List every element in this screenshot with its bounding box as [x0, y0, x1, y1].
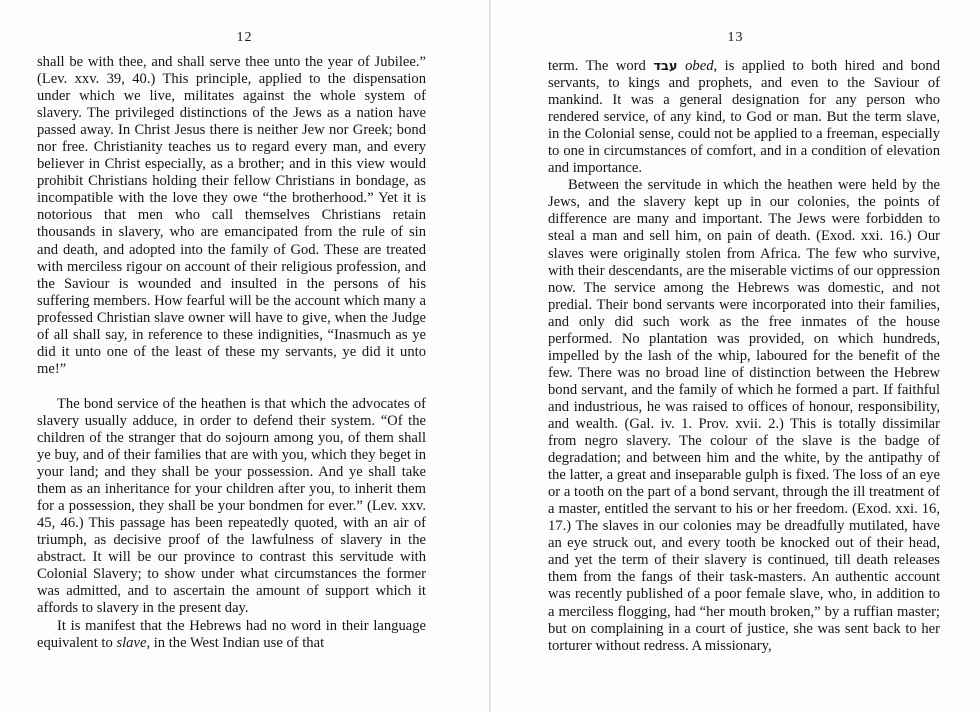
left-paragraph-3-text-before: It is manifest that the Hebrews had no word in their language equivalent to — [37, 617, 426, 651]
left-page — [0, 0, 489, 712]
right-paragraph-1 — [548, 58, 940, 177]
left-paragraph-3-text-after: , in the West Indian use of that — [146, 634, 325, 651]
right-page-text-column — [548, 58, 940, 655]
right-paragraph-1-text-after: , is applied to both hired and bond servants, to kings and prophets, and even to the Saviour of mankind. It was a general designation for any person who rendered service, of any kind, to God or man. But the term slave, in the Colonial sense, could not be applied to a freeman, especially to one in circumstances of comfort, and in a condition of elevation and importance. — [548, 58, 940, 177]
left-page-text-column — [37, 54, 426, 652]
left-paragraph-2: The bond service of the heathen is that which the advocates of slavery usually adduce, in order to defend their system. “Of the children of the stranger that do sojourn among you, of them shall ye buy, and of their families that are with you, which they beget in your land; and they shall be your possession. And ye shall take them as an inheritance for your children after you, to inherit them for a possession, they shall be your bondmen for ever.” (Lev. xxv. 45, 46.) This passage has been repeatedly quoted, with an air of triumph, as decisive proof of the lawfulness of slavery in the abstract. It will be our province to contrast this servitude with Colonial Slavery; to show under what circumstances the former was admitted, and to ascertain the amount of support which it affords to slavery in the present day. — [37, 395, 426, 617]
left-paragraph-3-italic: slave — [116, 634, 147, 651]
page-number-left: 12 — [236, 30, 253, 45]
left-paragraph-1: shall be with thee, and shall serve thee unto the year of Jubilee.” (Lev. xxv. 39, 40.) This principle, applied to the dispensation under which we live, militates against the whole system of slavery. The privileged distinctions of the Jews as a nation have passed away. In Christ Jesus there is neither Jew nor Greek; bond nor free. Christianity teaches us to regard every man, and every believer in Christ especially, as a brother; and in this view would prohibit Christians holding their fellow Christians in bondage, as incompatible with the love they owe “the brotherhood.” Yet it is notorious that men who call themselves Christians retain thousands in slavery, who are emancipated from the rule of sin and death, and adopted into the family of God. These are treated with merciless rigour on account of their religious profession, and the Saviour is wounded and insulted in the persons of his suffering members. How fearful will be the account which many a professed Christian slave owner will have to give, when the Judge of all shall say, in reference to these indignities, “Inasmuch as ye did it unto one of the least of these my servants, ye did it unto me!” — [37, 54, 426, 377]
left-paragraph-3 — [37, 618, 426, 652]
right-page — [491, 0, 980, 712]
right-paragraph-1-text-before: term. The word — [548, 58, 654, 74]
page-number-right: 13 — [727, 30, 744, 45]
hebrew-word: עבד — [653, 59, 678, 74]
right-paragraph-2: Between the servitude in which the heathen were held by the Jews, and the slavery kept up in our colonies, the points of difference are many and important. The Jews were forbidden to steal a man and sell him, on pain of death. (Exod. xxi. 16.) Our slaves were originally stolen from Africa. The few who survive, with their descendants, are the miserable victims of our oppression now. The service among the Hebrews was domestic, and not predial. Their bond servants were incorporated into their families, and only did such work as the free inmates of the house performed. No plantation was provided, on which hundreds, impelled by the lash of the whip, laboured for the benefit of the few. There was no broad line of distinction between the Hebrew bond servant, and the family of which he formed a part. If faithful and industrious, he was raised to offices of honour, responsibility, and wealth. (Gal. iv. 1. Prov. xvii. 2.) This is totally dissimilar from negro slavery. The colour of the slave is the badge of degradation; and between him and the white, by the antipathy of the latter, a great and inseparable gulph is fixed. The loss of an eye or a tooth on the part of a bond servant, through the ill treatment of a master, entitled the servant to his or her freedom. (Exod. xxi. 16, 17.) The slaves in our colonies may be dreadfully mutilated, have an eye struck out, and every tooth be knocked out of their head, and yet the term of their slavery is continued, till death releases them from the fangs of their task-masters. An authentic account was recently published of a poor female slave, who, in addition to a merciless flogging, had “her mouth broken,” by a ruffian master; but on complaining in a court of justice, she was sent back to her torturer without redress. A missionary, — [548, 177, 940, 654]
right-paragraph-1-italic: obed — [685, 58, 714, 74]
